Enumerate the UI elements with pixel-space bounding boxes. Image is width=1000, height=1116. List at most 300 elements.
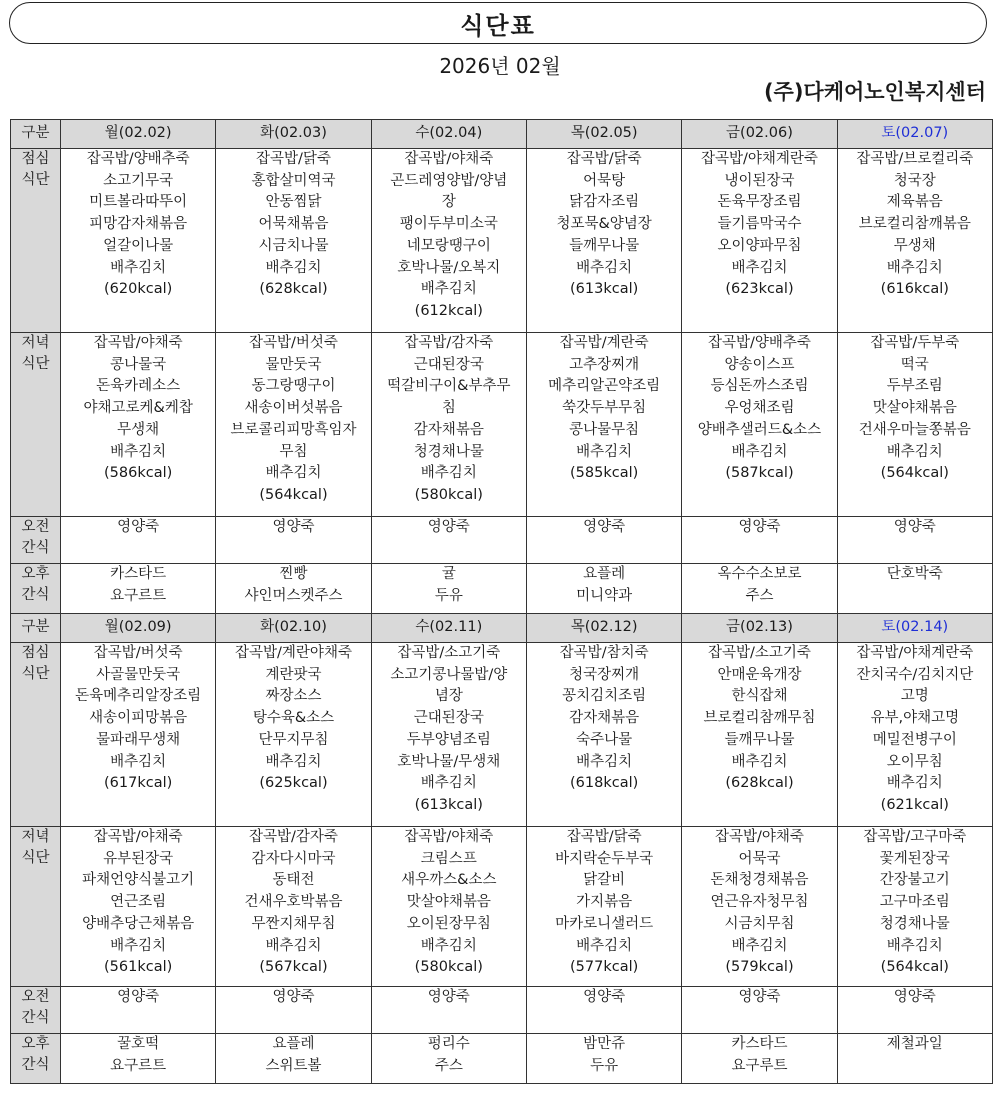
menu-item: 잡곡밥/야채죽 — [93, 829, 183, 845]
menu-cell — [837, 827, 992, 987]
menu-item: 영양죽 — [738, 519, 781, 535]
menu-item: 제철과일 — [886, 1036, 943, 1052]
menu-item: 배추김치 — [886, 775, 943, 792]
menu-cell — [216, 564, 371, 614]
day-header: 금(02.13) — [682, 614, 837, 643]
menu-item: (616kcal) — [880, 281, 949, 298]
menu-cell — [682, 564, 837, 614]
day-header: 수(02.04) — [371, 120, 526, 149]
menu-item: 샤인머스켓주스 — [244, 587, 343, 604]
menu-item: 닭갈비 — [583, 872, 626, 889]
menu-item: 배추김치 — [265, 753, 322, 770]
menu-cell — [837, 333, 992, 517]
menu-cell — [371, 827, 526, 987]
menu-item: 잡곡밥/양배추죽 — [708, 335, 811, 351]
menu-item: 배추김치 — [265, 259, 322, 276]
menu-item: 크림스프 — [420, 850, 477, 867]
menu-item: 청포묵&양념장 — [556, 216, 652, 233]
menu-item: 건새우마늘쫑볶음 — [858, 421, 971, 438]
menu-item: 영양죽 — [583, 989, 626, 1005]
menu-item: 두부조림 — [886, 378, 943, 395]
title-box — [9, 2, 987, 44]
menu-item: 숙주나물 — [576, 731, 633, 748]
row-label-line: 식단 — [21, 172, 50, 188]
menu-cell — [837, 149, 992, 333]
menu-item: 맛살야채볶음 — [872, 400, 957, 417]
menu-item: 가지볶음 — [576, 894, 633, 911]
menu-cell — [61, 1034, 216, 1084]
page-title: 식단표 — [460, 11, 536, 40]
menu-item: 홍합살미역국 — [251, 172, 336, 189]
menu-item: (567kcal) — [259, 959, 328, 976]
menu-item: 마카로니샐러드 — [555, 915, 654, 932]
menu-item: 무생채 — [117, 421, 160, 438]
menu-cell — [837, 987, 992, 1034]
day-header: 목(02.05) — [526, 120, 681, 149]
menu-item: 두유 — [590, 1057, 619, 1074]
menu-item: (586kcal) — [104, 465, 173, 482]
menu-item: 요구루트 — [731, 1057, 788, 1074]
menu-item: 념장 — [434, 688, 463, 705]
menu-cell — [216, 149, 371, 333]
menu-item: 찐빵 — [279, 566, 308, 582]
menu-item: 잡곡밥/야채죽 — [715, 829, 804, 845]
menu-cell — [371, 643, 526, 827]
meal-row-am — [11, 987, 993, 1034]
menu-item: 스위트볼 — [265, 1057, 322, 1074]
menu-item: 옥수수소보로 — [717, 566, 802, 582]
menu-item: 호박나물/무생채 — [397, 753, 501, 770]
menu-item: (612kcal) — [414, 302, 483, 319]
menu-cell — [682, 517, 837, 564]
menu-item: 고추장찌개 — [569, 356, 640, 373]
menu-item: 탕수육&소스 — [252, 710, 335, 727]
menu-item: 잡곡밥/소고기죽 — [397, 645, 501, 661]
menu-item: 브로콜리피망흑임자 — [230, 421, 357, 438]
menu-item: (623kcal) — [725, 281, 794, 298]
menu-item: 미니약과 — [576, 587, 633, 604]
menu-item: 배추김치 — [110, 259, 167, 276]
category-header: 구분 — [11, 614, 61, 643]
menu-item: 잡곡밥/두부죽 — [870, 335, 960, 351]
row-label — [11, 827, 61, 987]
menu-item: 잔치국수/김치지단 — [856, 666, 974, 683]
menu-item: 메밀전병구이 — [872, 731, 957, 748]
menu-item: 영양죽 — [117, 519, 160, 535]
menu-item: 영양죽 — [738, 989, 781, 1005]
menu-item: 카스타드 — [110, 566, 167, 582]
row-label — [11, 643, 61, 827]
organization-name: (주)다케어노인복지센터 — [763, 80, 986, 104]
menu-cell — [216, 827, 371, 987]
menu-item: (564kcal) — [880, 959, 949, 976]
menu-item: 배추김치 — [886, 259, 943, 276]
menu-item: 근대된장국 — [413, 356, 484, 373]
menu-item: 영양죽 — [427, 519, 470, 535]
menu-item: 배추김치 — [576, 937, 633, 954]
menu-cell — [216, 987, 371, 1034]
menu-cell — [61, 564, 216, 614]
menu-item: 소고기콩나물밥/양 — [390, 666, 508, 683]
day-header: 목(02.12) — [526, 614, 681, 643]
menu-item: (613kcal) — [414, 796, 483, 813]
menu-item: 잡곡밥/계란죽 — [559, 335, 649, 351]
menu-item: 영양죽 — [427, 989, 470, 1005]
meal-row-lunch — [11, 643, 993, 827]
menu-item: 동태전 — [272, 872, 315, 889]
menu-item: 피망감자채볶음 — [89, 216, 188, 233]
menu-item: (625kcal) — [259, 775, 328, 792]
menu-item: 제육볶음 — [886, 194, 943, 211]
menu-item: 미트볼라따뚜이 — [89, 194, 188, 211]
menu-cell — [61, 643, 216, 827]
menu-item: 건새우호박볶음 — [244, 894, 343, 911]
menu-item: 요구르트 — [110, 587, 167, 604]
row-label-line: 오전 — [21, 519, 50, 535]
menu-item: 새우까스&소스 — [401, 872, 497, 889]
menu-cell — [526, 827, 681, 987]
menu-item: 안매운육개장 — [717, 666, 802, 683]
menu-item: 콩나물무침 — [569, 421, 640, 438]
menu-item: 감자채볶음 — [569, 710, 640, 727]
menu-item: 잡곡밥/버섯죽 — [249, 335, 338, 351]
menu-item: 잡곡밥/야채계란죽 — [701, 151, 818, 167]
menu-item: 배추김치 — [576, 259, 633, 276]
menu-item: 연근조림 — [110, 894, 167, 911]
menu-item: (613kcal) — [570, 281, 639, 298]
menu-item: 고구마조림 — [879, 894, 950, 911]
row-label-line: 오후 — [21, 1036, 50, 1052]
menu-item: 배추김치 — [886, 443, 943, 460]
menu-cell — [371, 987, 526, 1034]
menu-item: (618kcal) — [570, 775, 639, 792]
menu-item: 청국장찌개 — [569, 666, 640, 683]
meal-row-pm — [11, 1034, 993, 1084]
menu-item: 파채언양식불고기 — [82, 872, 195, 889]
menu-item: (628kcal) — [725, 775, 794, 792]
meal-row-dinner — [11, 827, 993, 987]
menu-cell — [61, 149, 216, 333]
menu-item: 청국장 — [893, 172, 936, 189]
menu-cell — [371, 1034, 526, 1084]
menu-item: 사골물만둣국 — [96, 666, 181, 683]
menu-item: 닭감자조림 — [569, 194, 640, 211]
menu-item: 영양죽 — [272, 519, 315, 535]
day-header: 화(02.10) — [216, 614, 371, 643]
row-label-line: 저녁 — [21, 335, 50, 351]
menu-item: 새송이피망볶음 — [89, 710, 188, 727]
meal-row-dinner — [11, 333, 993, 517]
menu-cell — [682, 643, 837, 827]
menu-cell — [216, 517, 371, 564]
menu-item: 요플레 — [272, 1036, 315, 1052]
menu-item: (620kcal) — [104, 281, 173, 298]
menu-item: 새송이버섯볶음 — [244, 400, 343, 417]
row-label-line: 저녁 — [21, 829, 50, 845]
menu-item: 시금치나물 — [258, 237, 329, 254]
menu-item: 돈채청경채볶음 — [710, 872, 809, 889]
menu-cell — [371, 564, 526, 614]
menu-item: 청경채나물 — [879, 915, 950, 932]
menu-item: 돈육카레소스 — [96, 378, 181, 395]
menu-item: 브로컬리참깨무침 — [703, 710, 816, 727]
menu-item: (617kcal) — [104, 775, 173, 792]
menu-item: 배추김치 — [420, 281, 477, 298]
menu-item: 잡곡밥/야채계란죽 — [856, 645, 974, 661]
menu-item: 두부양념조림 — [406, 731, 491, 748]
menu-item: 시금치무침 — [724, 915, 795, 932]
menu-item: 영양죽 — [893, 519, 936, 535]
menu-item: 귤 — [441, 566, 456, 582]
menu-cell — [216, 1034, 371, 1084]
row-label-line: 간식 — [21, 540, 50, 556]
menu-item: 펑리수 — [427, 1036, 470, 1052]
menu-item: 감자채볶음 — [413, 421, 484, 438]
menu-item: 배추김치 — [420, 937, 477, 954]
menu-item: 잡곡밥/고구마죽 — [863, 829, 967, 845]
menu-item: 우엉채조림 — [724, 400, 795, 417]
menu-item: 배추김치 — [265, 937, 322, 954]
menu-item: 영양죽 — [893, 989, 936, 1005]
menu-table-body — [11, 120, 993, 1084]
row-label — [11, 149, 61, 333]
menu-item: 네모랑땡구이 — [406, 237, 491, 254]
menu-item: 어묵채볶음 — [258, 216, 329, 233]
menu-item: 영양죽 — [272, 989, 315, 1005]
menu-item: (561kcal) — [104, 959, 173, 976]
menu-cell — [682, 149, 837, 333]
menu-item: (564kcal) — [259, 486, 328, 503]
row-label-line: 간식 — [21, 1010, 50, 1026]
menu-item: 들기름막국수 — [717, 216, 802, 233]
menu-item: 유부된장국 — [103, 850, 174, 867]
menu-item: 야채고로케&케찹 — [83, 400, 193, 417]
menu-cell — [216, 333, 371, 517]
day-header: 화(02.03) — [216, 120, 371, 149]
category-header: 구분 — [11, 120, 61, 149]
menu-item: 영양죽 — [117, 989, 160, 1005]
menu-item: 청경채나물 — [413, 443, 484, 460]
menu-item: 장 — [441, 194, 456, 211]
menu-item: 양송이스프 — [724, 356, 795, 373]
menu-item: 들깨무나물 — [569, 237, 640, 254]
day-header: 토(02.14) — [837, 614, 992, 643]
menu-item: 무침 — [279, 443, 308, 460]
row-label — [11, 517, 61, 564]
menu-item: 주스 — [745, 587, 774, 604]
menu-item: (580kcal) — [414, 486, 483, 503]
menu-item: 냉이된장국 — [724, 172, 795, 189]
menu-item: 꽃게된장국 — [879, 850, 950, 867]
menu-cell — [526, 517, 681, 564]
menu-item: 양배추당근채볶음 — [82, 915, 195, 932]
menu-item: 무생채 — [893, 237, 936, 254]
menu-item: 물만둣국 — [265, 356, 322, 373]
menu-cell — [61, 987, 216, 1034]
menu-item: 요구르트 — [110, 1057, 167, 1074]
menu-item: 잡곡밥/감자죽 — [404, 335, 494, 351]
menu-item: 콩나물국 — [110, 356, 167, 373]
menu-item: 영양죽 — [583, 519, 626, 535]
row-label-line: 식단 — [21, 850, 50, 866]
menu-cell — [371, 517, 526, 564]
menu-item: 들깨무나물 — [724, 731, 795, 748]
menu-item: 고명 — [900, 688, 929, 705]
menu-cell — [216, 643, 371, 827]
menu-item: 잡곡밥/참치죽 — [559, 645, 649, 661]
menu-item: 연근유자청무침 — [710, 894, 809, 911]
menu-item: 배추김치 — [731, 937, 788, 954]
menu-item: 돈육무장조림 — [717, 194, 802, 211]
menu-cell — [61, 333, 216, 517]
menu-cell — [371, 333, 526, 517]
menu-item: 얼갈이나물 — [103, 237, 174, 254]
menu-cell — [837, 564, 992, 614]
menu-item: 잡곡밥/계란야채죽 — [235, 645, 352, 661]
menu-cell — [526, 149, 681, 333]
menu-item: (564kcal) — [880, 465, 949, 482]
menu-item: 단무지무침 — [258, 731, 329, 748]
menu-item: 잡곡밥/양배추죽 — [86, 151, 190, 167]
menu-item: 배추김치 — [265, 465, 322, 482]
meal-row-lunch — [11, 149, 993, 333]
month-label: 2026년 02월 — [439, 54, 561, 78]
menu-item: 근대된장국 — [413, 710, 484, 727]
meal-row-am — [11, 517, 993, 564]
menu-cell — [526, 987, 681, 1034]
menu-item: 잡곡밥/야채죽 — [404, 829, 494, 845]
menu-item: 배추김치 — [110, 937, 167, 954]
menu-item: 감자다시마국 — [251, 850, 336, 867]
menu-item: 무짠지채무침 — [251, 915, 336, 932]
menu-item: 짜장소스 — [265, 688, 322, 705]
row-label — [11, 333, 61, 517]
menu-item: 호박나물/오복지 — [397, 259, 501, 276]
menu-item: 떡국 — [900, 356, 929, 373]
menu-item: 맛살야채볶음 — [406, 894, 491, 911]
menu-item: 잡곡밥/소고기죽 — [708, 645, 811, 661]
menu-item: 물파래무생채 — [96, 731, 181, 748]
menu-item: (577kcal) — [570, 959, 639, 976]
menu-item: 두유 — [434, 587, 463, 604]
menu-item: 단호박죽 — [886, 566, 943, 582]
menu-cell — [837, 643, 992, 827]
menu-item: 양배추샐러드&소스 — [697, 421, 822, 438]
menu-item: 오이무침 — [886, 753, 943, 770]
menu-item: 한식잡채 — [731, 688, 788, 705]
menu-cell — [837, 1034, 992, 1084]
menu-cell — [61, 827, 216, 987]
menu-item: 배추김치 — [731, 443, 788, 460]
menu-item: 꿀호떡 — [117, 1036, 160, 1052]
menu-cell — [526, 564, 681, 614]
menu-cell — [61, 517, 216, 564]
week-header-row — [11, 120, 993, 149]
menu-item: (628kcal) — [259, 281, 328, 298]
menu-cell — [371, 149, 526, 333]
menu-item: 메추리알곤약조림 — [548, 378, 661, 395]
menu-item: (579kcal) — [725, 959, 794, 976]
menu-item: 잡곡밥/닭죽 — [256, 151, 331, 167]
menu-cell — [837, 517, 992, 564]
menu-cell — [526, 333, 681, 517]
menu-item: (585kcal) — [570, 465, 639, 482]
menu-item: 잡곡밥/브로컬리죽 — [856, 151, 974, 167]
day-header: 금(02.06) — [682, 120, 837, 149]
menu-item: 간장불고기 — [879, 872, 950, 889]
menu-item: 잡곡밥/버섯죽 — [93, 645, 183, 661]
menu-item: (587kcal) — [725, 465, 794, 482]
menu-item: 배추김치 — [731, 259, 788, 276]
menu-item: 동그랑땡구이 — [251, 378, 336, 395]
menu-item: 유부,야채고명 — [870, 710, 960, 727]
menu-cell — [682, 333, 837, 517]
menu-item: 잡곡밥/야채죽 — [404, 151, 494, 167]
row-label-line: 점심 — [21, 151, 50, 167]
menu-table — [10, 119, 993, 1084]
row-label-line: 식단 — [21, 356, 50, 372]
menu-item: 오이양파무침 — [717, 237, 802, 254]
menu-item: 침 — [441, 400, 456, 417]
menu-item: 잡곡밥/감자죽 — [249, 829, 338, 845]
menu-item: 요플레 — [583, 566, 626, 582]
row-label — [11, 564, 61, 614]
row-label-line: 점심 — [21, 645, 50, 661]
menu-item: 배추김치 — [110, 753, 167, 770]
row-label-line: 간식 — [21, 587, 50, 603]
menu-item: 팽이두부미소국 — [399, 216, 498, 233]
menu-item: 어묵탕 — [583, 172, 626, 189]
meal-row-pm — [11, 564, 993, 614]
menu-item: 소고기무국 — [103, 172, 174, 189]
menu-item: 주스 — [434, 1057, 463, 1074]
menu-item: 어묵국 — [738, 850, 781, 867]
menu-cell — [682, 1034, 837, 1084]
menu-cell — [682, 987, 837, 1034]
menu-item: 계란팟국 — [265, 666, 322, 683]
menu-item: 오이된장무침 — [406, 915, 491, 932]
day-header: 토(02.07) — [837, 120, 992, 149]
day-header: 월(02.02) — [61, 120, 216, 149]
row-label-line: 오전 — [21, 989, 50, 1005]
menu-item: 카스타드 — [731, 1036, 788, 1052]
menu-item: (621kcal) — [880, 796, 949, 813]
menu-item: 안동찜닭 — [265, 194, 322, 211]
menu-item: 잡곡밥/야채죽 — [93, 335, 183, 351]
menu-cell — [682, 827, 837, 987]
row-label-line: 식단 — [21, 666, 50, 682]
row-label-line: 간식 — [21, 1057, 50, 1073]
menu-item: 밤만쥬 — [583, 1036, 626, 1052]
menu-item: 배추김치 — [110, 443, 167, 460]
menu-item: 곤드레영양밥/양념 — [390, 172, 508, 189]
menu-item: (580kcal) — [414, 959, 483, 976]
menu-item: 배추김치 — [576, 443, 633, 460]
row-label-line: 오후 — [21, 566, 50, 582]
menu-item: 배추김치 — [731, 753, 788, 770]
menu-item: 등심돈까스조림 — [710, 378, 809, 395]
day-header: 수(02.11) — [371, 614, 526, 643]
menu-cell — [526, 1034, 681, 1084]
menu-item: 돈육메추리알장조림 — [75, 688, 202, 705]
row-label — [11, 1034, 61, 1084]
menu-cell — [526, 643, 681, 827]
menu-item: 떡갈비구이&부추무 — [387, 378, 511, 395]
week-header-row — [11, 614, 993, 643]
row-label — [11, 987, 61, 1034]
menu-item: 꽁치김치조림 — [562, 688, 647, 705]
menu-item: 쑥갓두부무침 — [562, 400, 647, 417]
